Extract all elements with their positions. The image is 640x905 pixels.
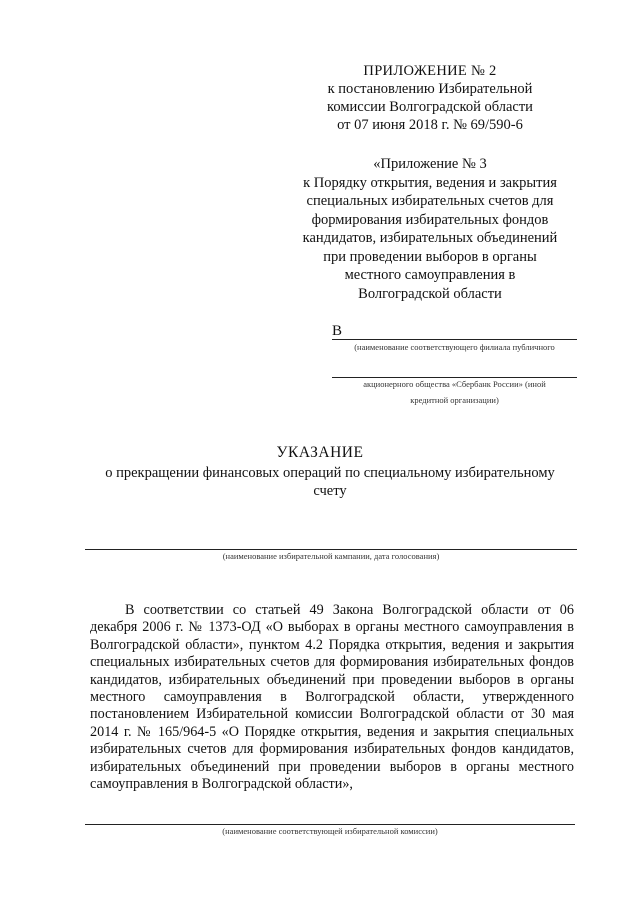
inner-appendix-line: местного самоуправления в [344,267,516,283]
bank-prefix: В [332,323,343,339]
bank-addressee-block [332,322,577,405]
inner-appendix-line: при проведении выборов в органы [323,248,537,265]
inner-appendix-header [300,155,560,303]
bank-name-line [332,377,577,378]
inner-appendix-title: «Приложение № 3 [373,156,487,172]
appendix-line: от 07 июня 2018 г. № 69/590-6 [337,117,523,133]
inner-appendix-line: кандидатов, избирательных объединений [302,230,558,246]
appendix-header [300,62,560,134]
inner-appendix-line: Волгоградской области [358,285,502,302]
inner-appendix-line: к Порядку открытия, ведения и закрытия [303,174,557,191]
bank-name-line [332,339,577,340]
commission-fill-line [85,824,575,825]
bank-caption: (наименование соответствующего филиала публичного [354,342,555,352]
appendix-line: комиссии Волгоградской области [327,99,533,115]
campaign-caption: (наименование избирательной кампании, дата голосования) [222,551,440,561]
document-title: УКАЗАНИЕ [276,444,364,461]
inner-appendix-line: формирования избирательных фондов [311,211,549,228]
bank-caption: кредитной организации) [410,395,499,405]
body-paragraph: В соответствии со статьей 49 Закона Волгоградской области от 06 декабря 2006 г. № 1373-ОД «О выборах в органы местного самоуправления в Волгоградской области», пунктом 4.2 Порядка открытия, ведения и закрытия специальных избирательных счетов для формирования избирательных фондов кандидатов, избирательных объединений при проведении выборов в органы местного самоуправления в Волгоградской области, утвержденного постановлением Избирательной комиссии Волгоградской области от 30 мая 2014 г. № 165/964-5 «О Порядке открытия, ведения и закрытия специальных избирательных счетов для формирования избирательных фондов кандидатов, избирательных объединений при проведении выборов в органы местного самоуправления в Волгоградской области», [90,602,574,793]
appendix-line: к постановлению Избирательной [327,81,533,97]
document-subtitle: о прекращении финансовых операций по специальному избирательному счету [105,465,555,499]
bank-caption: акционерного общества «Сбербанк России» (иной [363,379,546,389]
campaign-fill-line [85,549,577,550]
appendix-title: ПРИЛОЖЕНИЕ № 2 [363,63,497,79]
commission-caption: (наименование соответствующей избирательной комиссии) [222,826,438,836]
inner-appendix-line: специальных избирательных счетов для [306,193,554,209]
